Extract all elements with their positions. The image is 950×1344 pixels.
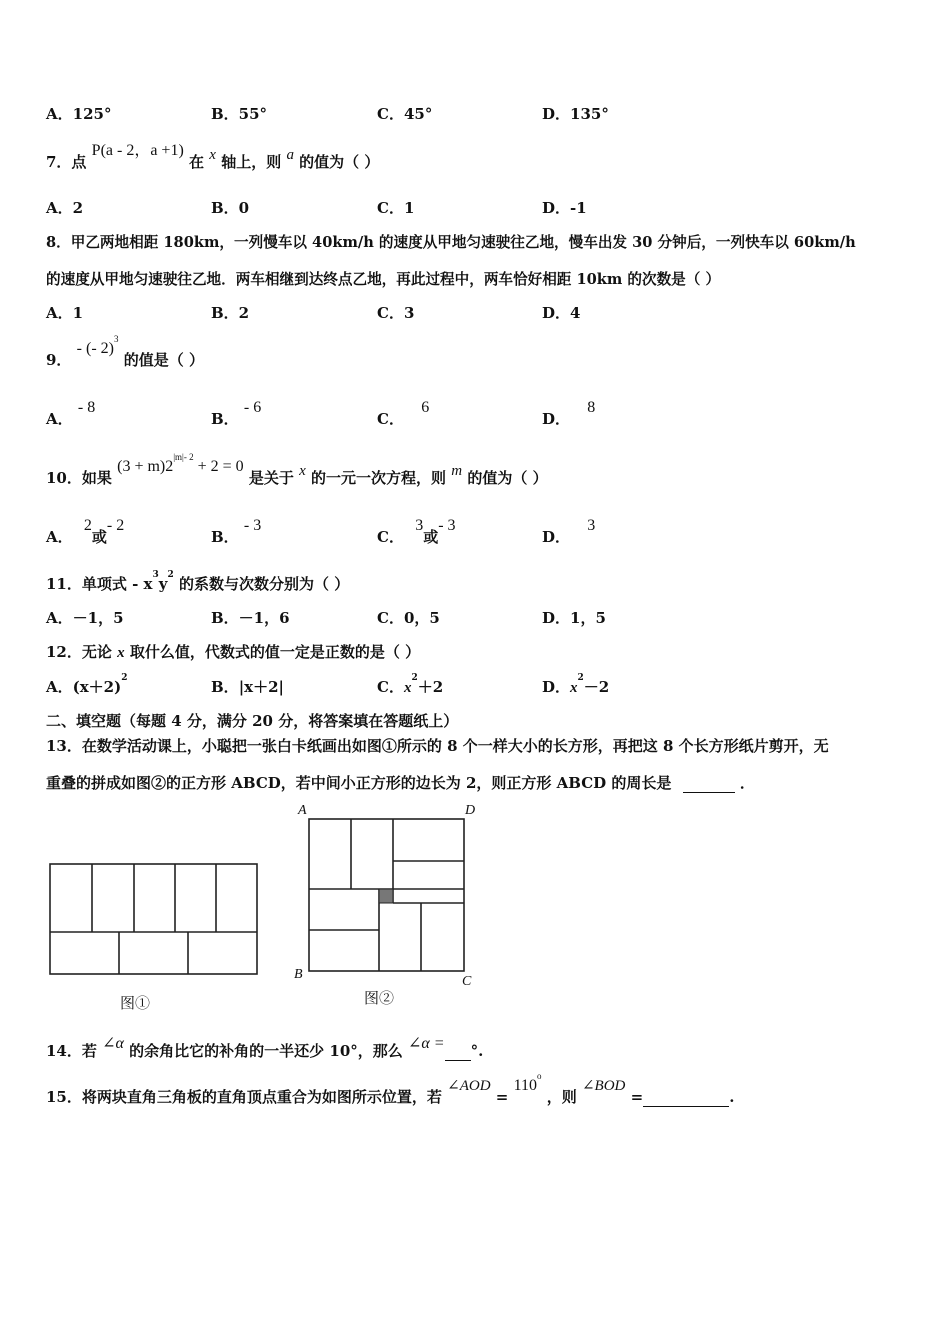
q9-option-c-value: 6	[421, 399, 430, 416]
q8-line-2: 的速度从甲地匀速驶往乙地．两车相继到达终点乙地，再此过程中，两车恰好相距 10km 的次数是（ ）	[46, 271, 721, 288]
q12-option-b-expr: |x＋2|	[238, 678, 284, 696]
q10-option-b-value: - 3	[243, 517, 262, 534]
q15-head: 15．将两块直角三角板的直角顶点重合为如图所示位置，若	[46, 1088, 442, 1106]
q14-angle-equals: ∠α =	[408, 1035, 445, 1052]
q11-option-a: A．－1，5	[46, 609, 124, 627]
q9-option-d-value: 8	[587, 399, 596, 416]
q7-var-x: x	[209, 147, 216, 163]
q12-option-d-var: x	[570, 680, 578, 696]
q10-option-d	[542, 517, 596, 547]
question-14	[46, 1035, 484, 1061]
figure-2-caption: 图②	[364, 989, 395, 1007]
q11-option-b: B．－1，6	[211, 609, 290, 627]
q15-equals-2: =	[630, 1088, 644, 1106]
question-10	[46, 452, 548, 488]
q12-option-b	[211, 676, 284, 697]
q12-option-d-exponent: 2	[577, 673, 584, 683]
q10-var-x: x	[299, 463, 306, 479]
q13-answer-blank	[683, 774, 735, 793]
q10-option-a	[46, 517, 125, 547]
q15-angle-bod: ∠BOD	[581, 1078, 626, 1094]
q9-number: 9．	[46, 351, 72, 369]
q6-option-c: C．45°	[377, 105, 433, 123]
q15-answer-blank	[643, 1088, 729, 1107]
q15-value-degree: o	[536, 1071, 542, 1081]
q13-line-2-text: 重叠的拼成如图②的正方形 ABCD，若中间小正方形的边长为 2，则正方形 ABCD 的周长是	[46, 774, 672, 792]
q7-option-a: A．2	[46, 199, 84, 217]
q10-option-a-or: 或	[91, 528, 107, 546]
q12-option-c-rest: ＋2	[417, 678, 444, 696]
q10-text-3: 的值为（ ）	[467, 469, 548, 487]
q9-text: 的值是（ ）	[123, 351, 204, 369]
q12-option-d	[542, 673, 610, 697]
q10-option-a-value-1: 2	[83, 517, 92, 534]
q9-expression	[76, 334, 119, 357]
q12-option-a	[46, 673, 128, 697]
question-12	[46, 641, 420, 662]
q13-line-2	[46, 772, 755, 793]
q9-option-d-label: D．	[542, 410, 571, 428]
q9-option-c	[377, 399, 430, 429]
q12-option-c	[377, 673, 444, 697]
q9-expr-base: - (- 2)	[76, 340, 114, 357]
q10-eq-base: (3 + m)2	[117, 458, 174, 475]
q11-option-d: D．1，5	[542, 609, 606, 627]
q12-option-a-label: A．	[46, 678, 73, 696]
q12-option-d-label: D．	[542, 678, 571, 696]
q15-equals: =	[495, 1088, 509, 1106]
q10-text-2: 的一元一次方程，则	[311, 469, 447, 487]
section-2-heading: 二、填空题（每题 4 分，满分 20 分，将答案填在答题纸上）	[46, 712, 459, 730]
figure-1-rectangles	[48, 862, 260, 977]
q13-line-1: 13．在数学活动课上，小聪把一张白卡纸画出如图①所示的 8 个一样大小的长方形，再把这 8 个长方形纸片剪开，无	[46, 737, 829, 755]
q12-head: 12．无论	[46, 643, 112, 661]
q10-var-m: m	[451, 463, 463, 479]
q10-option-d-label: D．	[542, 528, 571, 546]
q11-var-y: y	[158, 575, 168, 593]
q12-option-d-rest: －2	[583, 678, 610, 696]
q14-answer-blank	[445, 1042, 471, 1061]
q10-option-b	[211, 517, 262, 547]
q10-option-a-label: A．	[46, 528, 73, 546]
q15-angle-aod: ∠AOD	[447, 1078, 491, 1094]
q14-head: 14．若	[46, 1042, 97, 1060]
fig1-outline	[50, 864, 257, 974]
q9-option-b-value: - 6	[243, 399, 262, 416]
q12-option-b-label: B．	[211, 678, 239, 696]
figure-2-label-a: A	[298, 803, 307, 818]
figure-2-label-d: D	[465, 803, 476, 818]
q12-var-x: x	[117, 645, 125, 661]
q12-option-a-exponent: 2	[121, 673, 128, 683]
q10-option-c-value-1: 3	[415, 517, 424, 534]
q11-head: 11．单项式 - x	[46, 575, 153, 593]
q9-expr-exponent: 3	[113, 334, 119, 344]
q9-option-d	[542, 399, 596, 429]
q10-option-d-value: 3	[587, 517, 596, 534]
q8-option-c: C．3	[377, 304, 415, 322]
q11-option-c: C．0，5	[377, 609, 440, 627]
q12-option-c-label: C．	[377, 678, 404, 696]
q7-option-c: C．1	[377, 199, 415, 217]
q7-text-1: 在	[189, 153, 205, 171]
q10-equation	[117, 452, 244, 475]
q12-option-a-expr: (x＋2)	[72, 678, 122, 696]
q11-exp-y: 2	[167, 570, 174, 580]
q7-option-d: D．-1	[542, 199, 587, 217]
q6-option-b: B．55°	[211, 105, 268, 123]
q15-value-number: 110	[513, 1077, 537, 1094]
q15-text: ，则	[546, 1088, 577, 1106]
q7-text-2: 轴上，则	[221, 153, 282, 171]
q11-exp-x: 3	[152, 570, 159, 580]
q14-end: °.	[470, 1042, 484, 1060]
q7-text-3: 的值为（ ）	[299, 153, 380, 171]
q7-number: 7．点	[46, 153, 87, 171]
q10-option-c	[377, 517, 456, 547]
q13-end: ．	[739, 774, 755, 792]
q9-option-b	[211, 399, 262, 429]
q10-eq-exponent: |m|- 2	[173, 452, 194, 462]
q12-option-c-var: x	[403, 680, 412, 696]
q9-option-a-label: A．	[46, 410, 73, 428]
q9-option-a	[46, 399, 96, 429]
figure-1-caption: 图①	[120, 994, 151, 1012]
q12-option-c-exponent: 2	[411, 673, 418, 683]
figure-2-label-c: C	[462, 974, 472, 989]
q11-text: 的系数与次数分别为（ ）	[178, 575, 350, 593]
question-11	[46, 570, 350, 594]
q10-option-b-label: B．	[211, 528, 239, 546]
q15-end: .	[729, 1088, 735, 1106]
q10-number: 10．如果	[46, 469, 112, 487]
q12-text: 取什么值，代数式的值一定是正数的是（ ）	[129, 643, 421, 661]
q8-option-b: B．2	[211, 304, 250, 322]
q7-var-a: a	[286, 147, 294, 163]
fig2-small-square	[379, 889, 393, 903]
q10-option-c-value-2: - 3	[438, 517, 456, 534]
q10-eq-rest: + 2 = 0	[197, 458, 244, 475]
q9-option-c-label: C．	[377, 410, 404, 428]
q10-text-1: 是关于	[248, 469, 294, 487]
q8-option-a: A．1	[46, 304, 84, 322]
question-15	[46, 1071, 735, 1107]
q14-text: 的余角比它的补角的一半还少 10°，那么	[129, 1042, 403, 1060]
q15-value	[513, 1071, 542, 1094]
q9-option-a-value: - 8	[77, 399, 96, 416]
q9-option-b-label: B．	[211, 410, 239, 428]
q6-option-d: D．135°	[542, 105, 609, 123]
q8-line-1: 8．甲乙两地相距 180km，一列慢车以 40km/h 的速度从甲地匀速驶往乙地，慢车出发 30 分钟后，一列快车以 60km/h	[46, 234, 856, 251]
figure-2-square	[306, 816, 468, 976]
q7-point: P(a - 2，a +1)	[91, 142, 184, 159]
q10-option-c-or: 或	[423, 528, 439, 546]
q10-option-a-value-2: - 2	[106, 517, 125, 534]
figure-2-label-b: B	[294, 967, 303, 982]
q8-option-d: D．4	[542, 304, 581, 322]
question-9	[46, 334, 204, 370]
question-7	[46, 142, 380, 172]
q10-option-c-label: C．	[377, 528, 404, 546]
q14-angle: ∠α	[102, 1035, 124, 1052]
q6-option-a: A．125°	[46, 105, 112, 123]
q7-option-b: B．0	[211, 199, 250, 217]
